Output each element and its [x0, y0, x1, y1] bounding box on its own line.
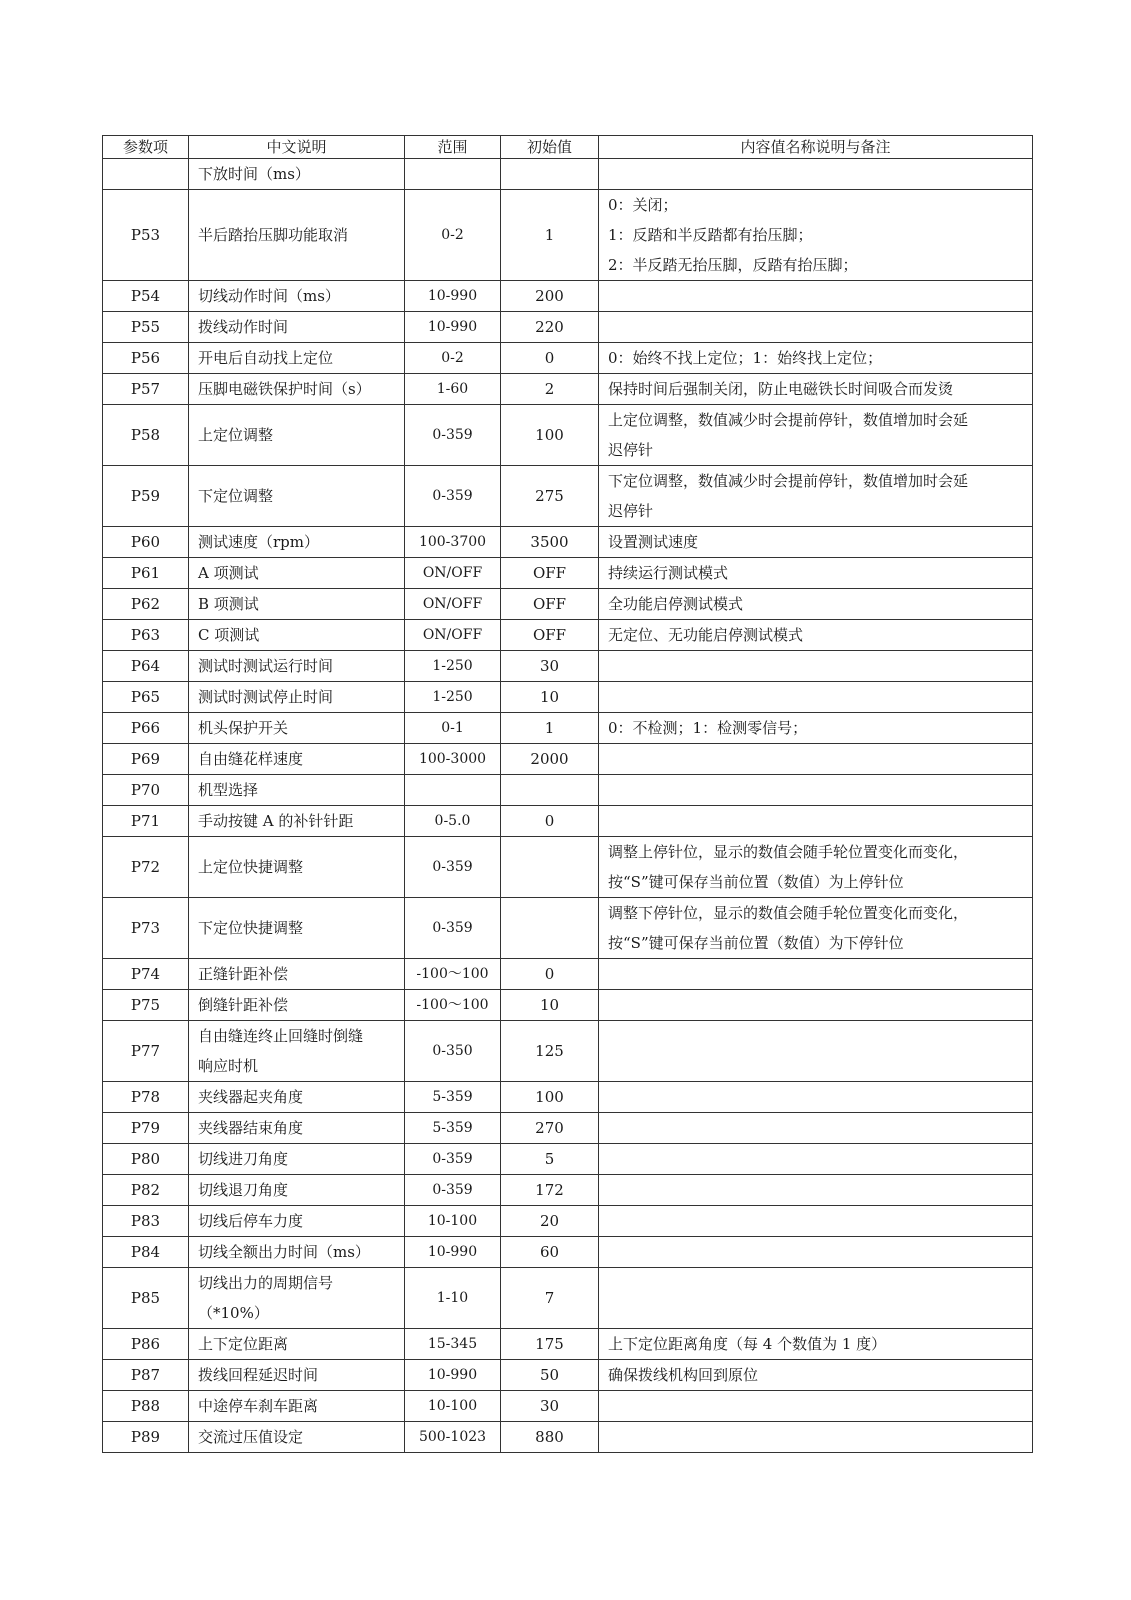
note-cell	[599, 558, 1033, 589]
table-row	[103, 806, 1033, 837]
note-line: 保持时间后强制关闭，防止电磁铁长时间吸合而发烫	[608, 380, 954, 398]
note-cell	[599, 620, 1033, 651]
description-cell	[189, 466, 405, 527]
note-line: 调整下停针位，显示的数值会随手轮位置变化而变化，	[608, 904, 969, 922]
note-cell	[599, 1206, 1033, 1237]
param-id-cell: P54	[103, 281, 189, 312]
description-cell	[189, 1237, 405, 1268]
initial-value-cell: 125	[501, 1021, 599, 1082]
table-row	[103, 159, 1033, 190]
description-cell	[189, 405, 405, 466]
note-cell	[599, 1268, 1033, 1329]
note-cell	[599, 1422, 1033, 1453]
initial-value-cell: 275	[501, 466, 599, 527]
description-cell	[189, 1329, 405, 1360]
range-cell: 500-1023	[405, 1422, 501, 1453]
description-cell	[189, 1144, 405, 1175]
range-cell: 0-359	[405, 898, 501, 959]
table-header	[103, 136, 1033, 159]
param-id-cell: P59	[103, 466, 189, 527]
range-cell: 1-250	[405, 651, 501, 682]
note-line: 0：始终不找上定位；1：始终找上定位；	[608, 349, 883, 367]
description-line: 测试时测试运行时间	[198, 657, 334, 675]
initial-value-cell: 30	[501, 1391, 599, 1422]
param-id-cell: P86	[103, 1329, 189, 1360]
description-cell	[189, 775, 405, 806]
table-row	[103, 775, 1033, 806]
range-cell: 10-990	[405, 281, 501, 312]
range-cell: ON/OFF	[405, 620, 501, 651]
description-cell	[189, 620, 405, 651]
description-cell	[189, 589, 405, 620]
note-line: 0：关闭；	[608, 196, 678, 214]
description-line: 上下定位距离	[198, 1335, 289, 1353]
param-id-cell: P72	[103, 837, 189, 898]
table-row	[103, 959, 1033, 990]
initial-value-cell	[501, 837, 599, 898]
note-line: 调整上停针位，显示的数值会随手轮位置变化而变化，	[608, 843, 969, 861]
note-cell	[599, 190, 1033, 281]
initial-value-cell: 220	[501, 312, 599, 343]
range-cell: -100～100	[405, 959, 501, 990]
description-cell	[189, 1268, 405, 1329]
range-cell: 15-345	[405, 1329, 501, 1360]
description-line: 上定位调整	[198, 426, 274, 444]
note-cell	[599, 990, 1033, 1021]
range-cell	[405, 159, 501, 190]
description-cell	[189, 190, 405, 281]
description-cell	[189, 959, 405, 990]
description-line: 下定位调整	[198, 487, 274, 505]
header-range: 范围	[405, 136, 501, 159]
param-id-cell: P70	[103, 775, 189, 806]
description-cell	[189, 744, 405, 775]
range-cell: 0-350	[405, 1021, 501, 1082]
header-initial-value: 初始值	[501, 136, 599, 159]
description-line: 切线进刀角度	[198, 1150, 289, 1168]
description-cell	[189, 312, 405, 343]
note-cell	[599, 589, 1033, 620]
table-row	[103, 1268, 1033, 1329]
param-id-cell: P79	[103, 1113, 189, 1144]
range-cell: 0-359	[405, 466, 501, 527]
note-cell	[599, 806, 1033, 837]
initial-value-cell: 3500	[501, 527, 599, 558]
table-row	[103, 713, 1033, 744]
initial-value-cell: 1	[501, 190, 599, 281]
initial-value-cell: 0	[501, 343, 599, 374]
description-line: 切线出力的周期信号	[198, 1274, 334, 1292]
range-cell: 5-359	[405, 1113, 501, 1144]
range-cell: -100～100	[405, 990, 501, 1021]
description-line: 测试时测试停止时间	[198, 688, 334, 706]
range-cell: 10-100	[405, 1391, 501, 1422]
table-row	[103, 1113, 1033, 1144]
initial-value-cell: 175	[501, 1329, 599, 1360]
note-cell	[599, 713, 1033, 744]
note-cell	[599, 1021, 1033, 1082]
note-line: 迟停针	[608, 441, 654, 459]
table-body	[103, 159, 1033, 1453]
description-cell	[189, 1082, 405, 1113]
table-row	[103, 281, 1033, 312]
description-line: 下定位快捷调整	[198, 919, 304, 937]
description-line: 切线后停车力度	[198, 1212, 304, 1230]
table-row	[103, 343, 1033, 374]
description-cell	[189, 1360, 405, 1391]
note-cell	[599, 1391, 1033, 1422]
param-id-cell: P77	[103, 1021, 189, 1082]
note-line: 按“S”键可保存当前位置（数值）为上停针位	[608, 873, 904, 891]
note-cell	[599, 1329, 1033, 1360]
description-line: A 项测试	[198, 564, 259, 582]
param-id-cell: P83	[103, 1206, 189, 1237]
table-row	[103, 1175, 1033, 1206]
table-row	[103, 620, 1033, 651]
param-id-cell: P75	[103, 990, 189, 1021]
note-cell	[599, 374, 1033, 405]
description-cell	[189, 1391, 405, 1422]
table-row	[103, 1206, 1033, 1237]
range-cell: 0-2	[405, 343, 501, 374]
note-cell	[599, 1082, 1033, 1113]
description-cell	[189, 343, 405, 374]
description-line: 响应时机	[198, 1057, 259, 1075]
note-cell	[599, 959, 1033, 990]
range-cell: 0-1	[405, 713, 501, 744]
range-cell: 10-990	[405, 1360, 501, 1391]
description-cell	[189, 527, 405, 558]
param-id-cell: P61	[103, 558, 189, 589]
table-row	[103, 1021, 1033, 1082]
note-cell	[599, 682, 1033, 713]
table-row	[103, 405, 1033, 466]
header-notes: 内容值名称说明与备注	[599, 136, 1033, 159]
note-line: 迟停针	[608, 502, 654, 520]
param-id-cell: P53	[103, 190, 189, 281]
initial-value-cell	[501, 775, 599, 806]
description-line: 正缝针距补偿	[198, 965, 289, 983]
initial-value-cell: 172	[501, 1175, 599, 1206]
description-cell	[189, 1422, 405, 1453]
param-id-cell: P63	[103, 620, 189, 651]
description-line: 拨线回程延迟时间	[198, 1366, 319, 1384]
range-cell: 5-359	[405, 1082, 501, 1113]
table-row	[103, 1329, 1033, 1360]
table-row	[103, 374, 1033, 405]
initial-value-cell: 0	[501, 806, 599, 837]
description-cell	[189, 1021, 405, 1082]
range-cell: ON/OFF	[405, 589, 501, 620]
range-cell: 1-250	[405, 682, 501, 713]
param-id-cell: P57	[103, 374, 189, 405]
description-line: 夹线器结束角度	[198, 1119, 304, 1137]
note-line: 设置测试速度	[608, 533, 699, 551]
range-cell: 1-60	[405, 374, 501, 405]
note-line: 上定位调整，数值减少时会提前停针，数值增加时会延	[608, 411, 969, 429]
initial-value-cell: 100	[501, 405, 599, 466]
table-row	[103, 466, 1033, 527]
table-row	[103, 990, 1033, 1021]
initial-value-cell: 5	[501, 1144, 599, 1175]
description-cell	[189, 281, 405, 312]
description-cell	[189, 374, 405, 405]
note-cell	[599, 775, 1033, 806]
description-line: 拨线动作时间	[198, 318, 289, 336]
initial-value-cell: 30	[501, 651, 599, 682]
range-cell: 0-2	[405, 190, 501, 281]
description-line: 交流过压值设定	[198, 1428, 304, 1446]
note-cell	[599, 312, 1033, 343]
range-cell: ON/OFF	[405, 558, 501, 589]
note-cell	[599, 281, 1033, 312]
param-id-cell: P65	[103, 682, 189, 713]
range-cell: 0-359	[405, 1144, 501, 1175]
range-cell: 10-990	[405, 312, 501, 343]
table-row	[103, 1422, 1033, 1453]
header-row	[103, 136, 1033, 159]
note-line: 上下定位距离角度（每 4 个数值为 1 度）	[608, 1335, 887, 1353]
description-line: 自由缝连终止回缝时倒缝	[198, 1027, 364, 1045]
description-cell	[189, 990, 405, 1021]
note-cell	[599, 1360, 1033, 1391]
initial-value-cell: 1	[501, 713, 599, 744]
parameter-table	[102, 135, 1033, 1453]
initial-value-cell: 2	[501, 374, 599, 405]
table-row	[103, 898, 1033, 959]
param-id-cell: P56	[103, 343, 189, 374]
note-cell	[599, 466, 1033, 527]
table-row	[103, 190, 1033, 281]
initial-value-cell: OFF	[501, 558, 599, 589]
description-line: C 项测试	[198, 626, 260, 644]
description-cell	[189, 159, 405, 190]
description-line: 半后踏抬压脚功能取消	[198, 226, 349, 244]
initial-value-cell: 60	[501, 1237, 599, 1268]
table-row	[103, 312, 1033, 343]
param-id-cell: P69	[103, 744, 189, 775]
note-cell	[599, 1113, 1033, 1144]
note-cell	[599, 159, 1033, 190]
note-line: 全功能启停测试模式	[608, 595, 744, 613]
param-id-cell: P87	[103, 1360, 189, 1391]
table-row	[103, 682, 1033, 713]
description-line: 切线全额出力时间（ms）	[198, 1243, 370, 1261]
note-cell	[599, 1237, 1033, 1268]
initial-value-cell: 10	[501, 990, 599, 1021]
param-id-cell: P60	[103, 527, 189, 558]
description-line: 切线退刀角度	[198, 1181, 289, 1199]
initial-value-cell	[501, 898, 599, 959]
param-id-cell: P64	[103, 651, 189, 682]
table-row	[103, 589, 1033, 620]
description-cell	[189, 558, 405, 589]
description-line: 机型选择	[198, 781, 259, 799]
note-cell	[599, 898, 1033, 959]
initial-value-cell: 880	[501, 1422, 599, 1453]
note-cell	[599, 651, 1033, 682]
note-line: 0：不检测；1：检测零信号；	[608, 719, 808, 737]
description-cell	[189, 682, 405, 713]
range-cell: 0-5.0	[405, 806, 501, 837]
range-cell: 0-359	[405, 405, 501, 466]
range-cell: 0-359	[405, 837, 501, 898]
initial-value-cell: 2000	[501, 744, 599, 775]
param-id-cell: P88	[103, 1391, 189, 1422]
description-line: 自由缝花样速度	[198, 750, 304, 768]
table-row	[103, 1237, 1033, 1268]
note-cell	[599, 744, 1033, 775]
description-cell	[189, 713, 405, 744]
note-line: 下定位调整，数值减少时会提前停针，数值增加时会延	[608, 472, 969, 490]
initial-value-cell: 0	[501, 959, 599, 990]
note-cell	[599, 837, 1033, 898]
param-id-cell: P73	[103, 898, 189, 959]
table-row	[103, 527, 1033, 558]
param-id-cell: P71	[103, 806, 189, 837]
table-row	[103, 837, 1033, 898]
range-cell: 10-100	[405, 1206, 501, 1237]
note-cell	[599, 527, 1033, 558]
description-cell	[189, 837, 405, 898]
initial-value-cell	[501, 159, 599, 190]
description-line: 下放时间（ms）	[198, 165, 310, 183]
note-cell	[599, 1144, 1033, 1175]
description-line: 中途停车刹车距离	[198, 1397, 319, 1415]
description-line: 压脚电磁铁保护时间（s）	[198, 380, 371, 398]
initial-value-cell: 20	[501, 1206, 599, 1237]
note-line: 确保拨线机构回到原位	[608, 1366, 759, 1384]
description-line: B 项测试	[198, 595, 259, 613]
note-line: 持续运行测试模式	[608, 564, 729, 582]
description-line: 机头保护开关	[198, 719, 289, 737]
description-cell	[189, 651, 405, 682]
param-id-cell	[103, 159, 189, 190]
table-row	[103, 744, 1033, 775]
table-row	[103, 1144, 1033, 1175]
description-cell	[189, 806, 405, 837]
header-description: 中文说明	[189, 136, 405, 159]
param-id-cell: P74	[103, 959, 189, 990]
range-cell: 100-3000	[405, 744, 501, 775]
description-cell	[189, 1175, 405, 1206]
initial-value-cell: 10	[501, 682, 599, 713]
initial-value-cell: 100	[501, 1082, 599, 1113]
param-id-cell: P82	[103, 1175, 189, 1206]
note-line: 按“S”键可保存当前位置（数值）为下停针位	[608, 934, 904, 952]
description-cell	[189, 1206, 405, 1237]
param-id-cell: P62	[103, 589, 189, 620]
description-line: 倒缝针距补偿	[198, 996, 289, 1014]
header-param-id: 参数项	[103, 136, 189, 159]
description-cell	[189, 898, 405, 959]
description-line: 手动按键 A 的补针针距	[198, 812, 354, 830]
param-id-cell: P80	[103, 1144, 189, 1175]
param-id-cell: P89	[103, 1422, 189, 1453]
param-id-cell: P55	[103, 312, 189, 343]
table-row	[103, 651, 1033, 682]
initial-value-cell: OFF	[501, 620, 599, 651]
description-line: 开电后自动找上定位	[198, 349, 334, 367]
note-line: 无定位、无功能启停测试模式	[608, 626, 804, 644]
note-cell	[599, 1175, 1033, 1206]
note-line: 1：反踏和半反踏都有抬压脚；	[608, 226, 813, 244]
initial-value-cell: 200	[501, 281, 599, 312]
note-cell	[599, 405, 1033, 466]
param-id-cell: P66	[103, 713, 189, 744]
initial-value-cell: 7	[501, 1268, 599, 1329]
range-cell: 10-990	[405, 1237, 501, 1268]
description-cell	[189, 1113, 405, 1144]
range-cell	[405, 775, 501, 806]
description-line: （*10%）	[198, 1304, 269, 1322]
note-cell	[599, 343, 1033, 374]
description-line: 测试速度（rpm）	[198, 533, 319, 551]
table-row	[103, 1360, 1033, 1391]
param-id-cell: P58	[103, 405, 189, 466]
table-row	[103, 1082, 1033, 1113]
description-line: 切线动作时间（ms）	[198, 287, 340, 305]
initial-value-cell: 270	[501, 1113, 599, 1144]
initial-value-cell: OFF	[501, 589, 599, 620]
param-id-cell: P78	[103, 1082, 189, 1113]
table-row	[103, 558, 1033, 589]
range-cell: 100-3700	[405, 527, 501, 558]
param-id-cell: P84	[103, 1237, 189, 1268]
param-id-cell: P85	[103, 1268, 189, 1329]
note-line: 2：半反踏无抬压脚，反踏有抬压脚；	[608, 256, 858, 274]
table-row	[103, 1391, 1033, 1422]
description-line: 夹线器起夹角度	[198, 1088, 304, 1106]
range-cell: 1-10	[405, 1268, 501, 1329]
description-line: 上定位快捷调整	[198, 858, 304, 876]
initial-value-cell: 50	[501, 1360, 599, 1391]
range-cell: 0-359	[405, 1175, 501, 1206]
